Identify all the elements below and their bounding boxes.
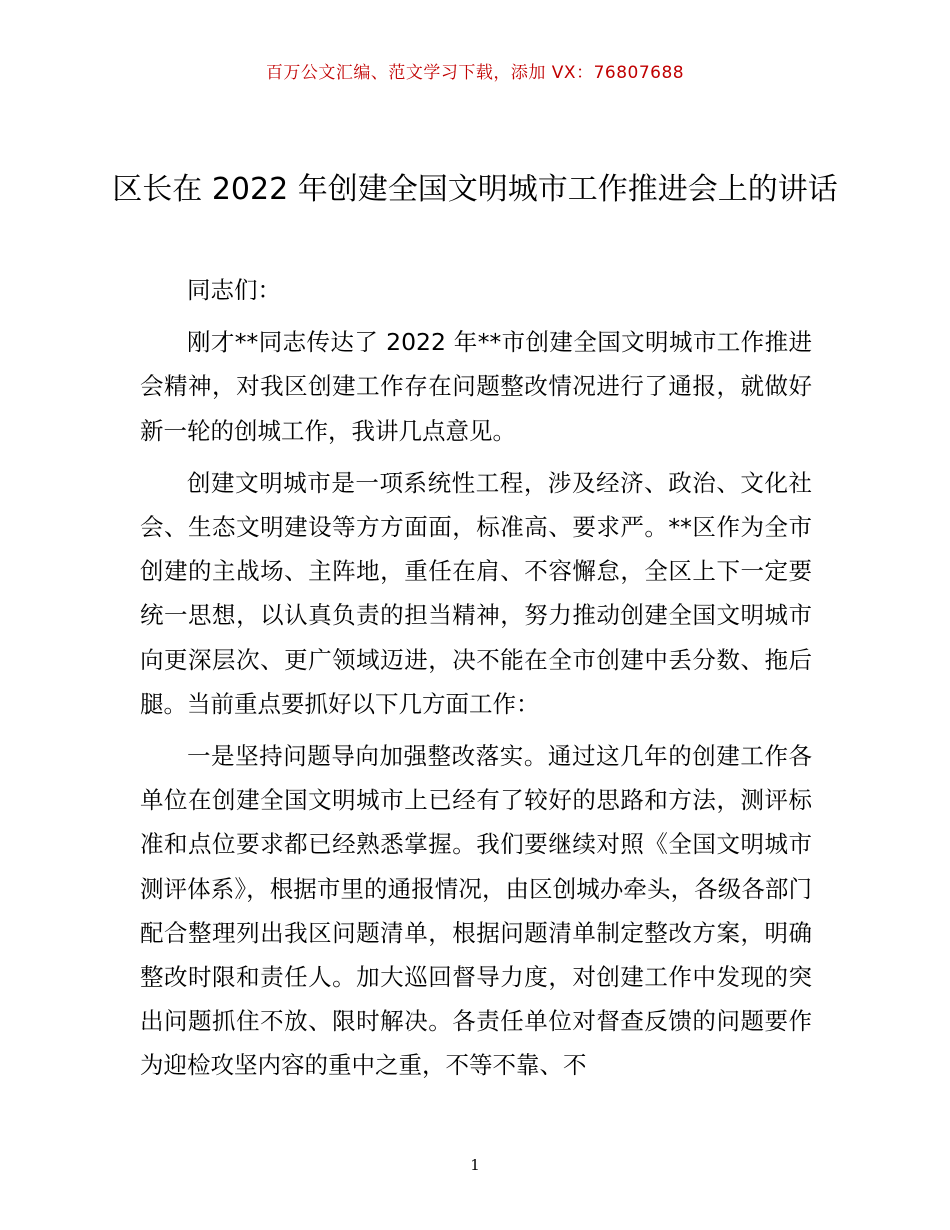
page-title: 区长在 2022 年创建全国文明城市工作推进会上的讲话: [112, 172, 838, 207]
paragraph-point-one: 一是坚持问题导向加强整改落实。通过这几年的创建工作各单位在创建全国文明城市上已经有了较好的思路和方法，测评标准和点位要求都已经熟悉掌握。我们要继续对照《全国文明城市测评体系》，根据市里的通报情况，由区创城办牵头，各级各部门配合整理列出我区问题清单，根据问题清单制定整改方案，明确整改时限和责任人。加大巡回督导力度，对创建工作中发现的突出问题抓住不放、限时解决。各责任单位对督查反馈的问题要作为迎检攻坚内容的重中之重，不等不靠、不: [140, 742, 812, 1080]
salutation: 同志们：: [187, 276, 281, 304]
paragraph-intro: 刚才**同志传达了 2022 年**市创建全国文明城市工作推进会精神，对我区创建工作存在问题整改情况进行了通报，就做好新一轮的创城工作，我讲几点意见。: [140, 328, 812, 445]
paragraph-context: 创建文明城市是一项系统性工程，涉及经济、政治、文化社会、生态文明建设等方方面面，标准高、要求严。**区作为全市创建的主战场、主阵地，重任在肩、不容懈怠，全区上下一定要统一思想，以认真负责的担当精神，努力推动创建全国文明城市向更深层次、更广领域迈进，决不能在全市创建中丢分数、拖后腿。当前重点要抓好以下几方面工作：: [140, 468, 812, 718]
header-note: 百万公文汇编、范文学习下载，添加 VX：76807688: [265, 63, 685, 83]
document-body: [140, 268, 812, 1096]
page-number: 1: [470, 1156, 480, 1174]
